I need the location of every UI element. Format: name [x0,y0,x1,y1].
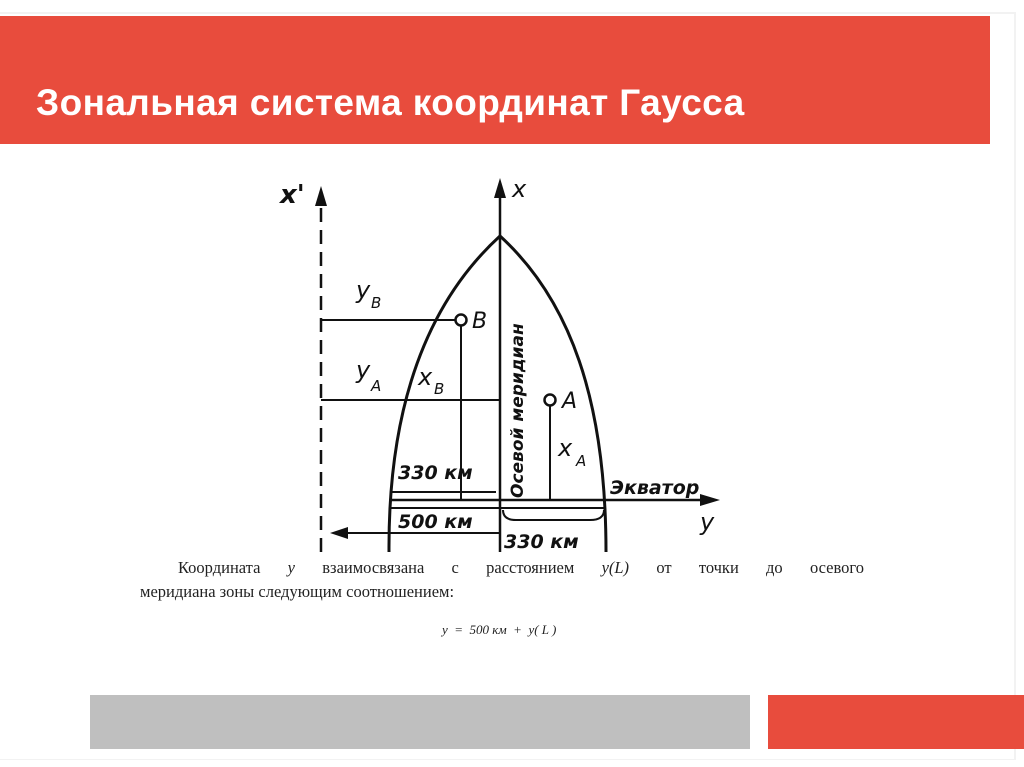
caption-var-y: y [287,558,295,577]
caption-text [140,556,864,604]
x-prime-label: x' [280,180,305,210]
footer-gray-bar [90,695,750,749]
caption-part-1: Координата [178,558,288,577]
meridian-label: Осевой меридиан [508,323,528,498]
dist-500-label: 500 км [398,511,473,533]
caption-part-3: от точки до осевого [629,558,864,577]
formula: y = 500 км + y( L ) [442,622,557,637]
title-band [0,16,990,144]
caption-part-2: взаимосвязана с расстоянием [295,558,602,577]
x-axis-label: x [512,175,527,203]
yb-label-sub: B [371,294,382,312]
footer-red-bar [768,695,1024,749]
dist-330-right-label: 330 км [504,531,579,553]
caption-line-2: меридиана зоны следующим соотношением: [140,582,455,601]
yb-label: y [356,276,371,304]
slide-title: Зональная система координат Гаусса [36,82,745,123]
point-b-marker [456,315,467,326]
y-axis-label: y [700,508,715,536]
dist-500-arrowhead [330,527,348,539]
x-prime-arrowhead [315,186,327,206]
gauss-zone-diagram [260,165,730,555]
x-axis-arrowhead [494,178,506,198]
xb-label: x [418,363,433,391]
ya-label-sub: A [371,377,382,395]
caption-var-yl: y(L) [601,558,630,577]
dist-330-left-label: 330 км [398,462,473,484]
ya-label: y [356,356,371,384]
equator-label: Экватор [610,477,700,499]
point-b-label: B [472,309,488,334]
equator-arrowhead [700,494,720,506]
xa-label: x [558,434,573,462]
dist-330-right-bracket [503,510,604,520]
xa-label-sub: A [576,452,587,470]
caption-line-1 [140,556,864,580]
zone-boundary-left [389,236,500,552]
xb-label-sub: B [434,380,445,398]
point-a-label: A [562,389,578,414]
point-a-marker [545,395,556,406]
